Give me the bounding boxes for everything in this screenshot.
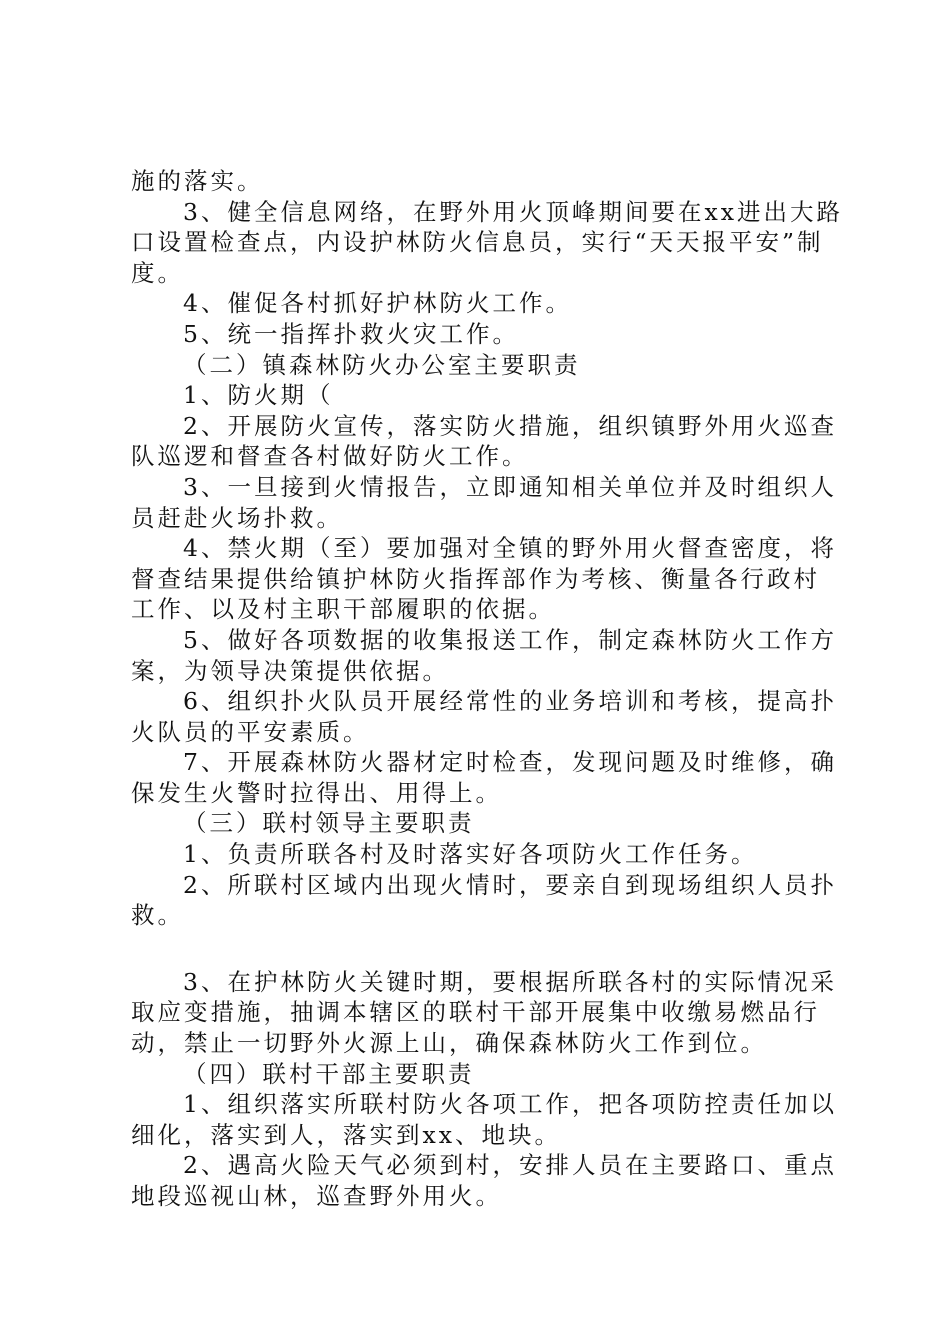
paragraph-item-1-organize: 1、组织落实所联村防火各项工作，把各项防控责任加以细化，落实到人，落实到xx、地块。 xyxy=(131,1090,837,1149)
paragraph-item-3-key-period: 3、在护林防火关键时期，要根据所联各村的实际情况采取应变措施，抽调本辖区的联村干部开展集中收缴易燃品行动，禁止一切野外火源上山，确保森林防火工作到位。 xyxy=(131,967,837,1058)
paragraph-item-4-fire-ban: 4、禁火期（至）要加强对全镇的野外用火督查密度，将督查结果提供给镇护林防火指挥部作为考核、衡量各行政村工作、以及村主职干部履职的依据。 xyxy=(131,534,837,624)
section-heading-2: （二）镇森林防火办公室主要职责 xyxy=(183,350,581,379)
paragraph-item-2-publicity: 2、开展防火宣传，落实防火措施，组织镇野外用火巡查队巡逻和督查各村做好防火工作。 xyxy=(131,411,837,471)
paragraph-item-5-data-collection: 5、做好各项数据的收集报送工作，制定森林防火工作方案，为领导决策提供依据。 xyxy=(131,625,837,685)
paragraph-item-2-high-risk: 2、遇高火险天气必须到村，安排人员在主要路口、重点地段巡视山林，巡查野外用火。 xyxy=(131,1151,837,1210)
document-body xyxy=(131,166,845,1212)
section-heading-3: （三）联村领导主要职责 xyxy=(183,809,475,838)
paragraph-item-3-info-network: 3、健全信息网络，在野外用火顶峰期间要在xx进出大路口设置检查点，内设护林防火信息员，实行“天天报平安”制度。 xyxy=(131,197,843,287)
paragraph-gap xyxy=(131,931,845,967)
paragraph-item-1-responsibility: 1、负责所联各村及时落实好各项防火工作任务。 xyxy=(183,840,758,869)
paragraph-item-4-urge-villages: 4、催促各村抓好护林防火工作。 xyxy=(183,289,572,318)
paragraph-continuation: 施的落实。 xyxy=(131,167,264,195)
paragraph-item-2-on-site: 2、所联村区域内出现火情时，要亲自到现场组织人员扑救。 xyxy=(131,870,837,930)
paragraph-item-1-fire-period: 1、防火期（ xyxy=(183,381,334,410)
paragraph-item-6-training: 6、组织扑火队员开展经常性的业务培训和考核，提高扑火队员的平安素质。 xyxy=(131,687,837,746)
paragraph-item-7-equipment: 7、开展森林防火器材定时检查，发现问题及时维修，确保发生火警时拉得出、用得上。 xyxy=(131,748,837,807)
section-heading-4: （四）联村干部主要职责 xyxy=(183,1059,475,1088)
paragraph-item-3-fire-report: 3、一旦接到火情报告，立即通知相关单位并及时组织人员赶赴火场扑救。 xyxy=(131,472,837,532)
paragraph-item-5-command-rescue: 5、统一指挥扑救火灾工作。 xyxy=(183,319,519,348)
